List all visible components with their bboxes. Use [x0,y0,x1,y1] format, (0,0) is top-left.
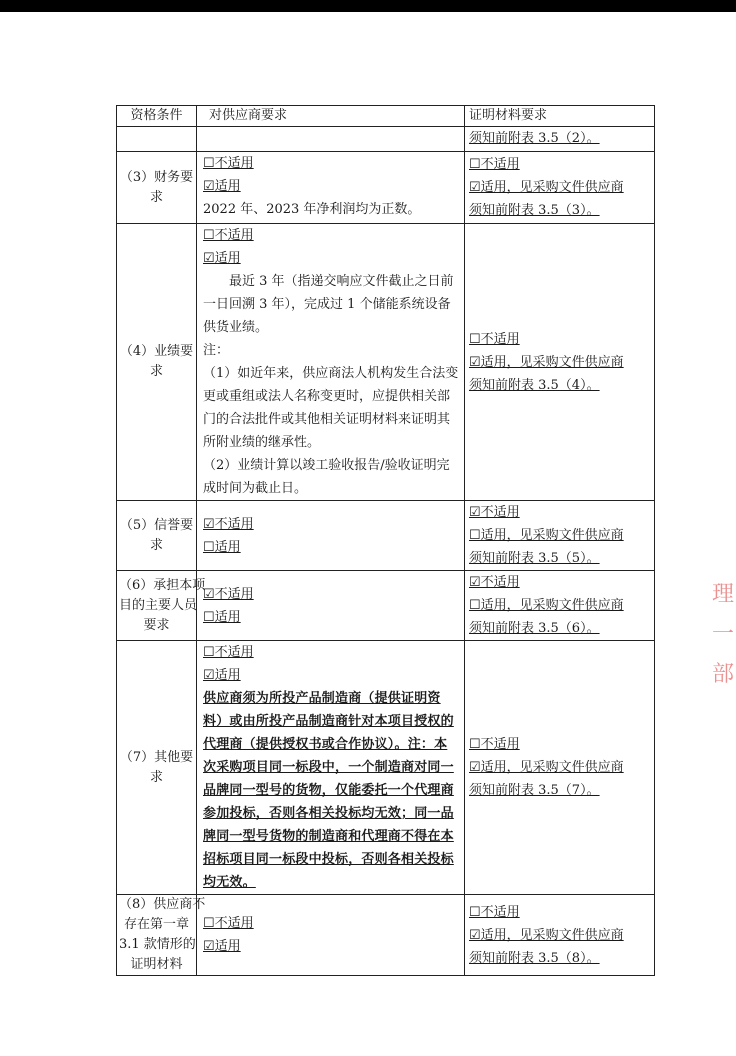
row-label: （5）信誉要求 [117,501,197,571]
checkbox-option: ☐不适用 [469,157,520,172]
checkbox-option: ☑适用 [203,179,241,194]
proof-cell [465,224,655,501]
requirement-text: 最近 3 年（指递交响应文件截止之日前一日回溯 3 年），完成过 1 个储能系统设备供货业绩。 [203,274,454,335]
header-proof-material: 证明材料要求 [465,106,655,127]
row-label-line: （8）供应商不 [119,897,206,912]
checkbox-option: ☑适用，见采购文件供应商 [469,927,624,943]
table-row-credibility [117,501,655,571]
proof-text: 须知前附表 3.5（6）。 [469,621,600,636]
note-label: 注： [203,343,230,358]
checkbox-option: ☑不适用 [469,575,520,590]
checkbox-option: ☑适用，见采购文件供应商 [469,760,624,775]
partial-red-seal [712,575,736,725]
empty-cell [197,127,465,152]
checkbox-option: ☐适用 [203,609,241,625]
requirement-cell [197,224,465,501]
table-header-row [117,106,655,127]
checkbox-option: ☐不适用 [469,904,520,920]
header-qualification: 资格条件 [117,106,197,127]
checkbox-option: ☑不适用 [203,586,254,602]
table-row-other [117,641,655,895]
checkbox-option: ☑适用 [203,251,241,266]
requirement-cell [197,152,465,224]
row-label [117,571,206,641]
checkbox-option: ☐不适用 [203,645,254,660]
proof-text: 须知前附表 3.5（4）。 [469,377,600,393]
requirement-cell [197,641,465,895]
proof-cell [465,127,655,152]
proof-cell [465,641,655,895]
row-label [117,895,206,976]
checkbox-option: ☐不适用 [203,916,254,931]
checkbox-option: ☑适用 [203,668,241,683]
checkbox-option: ☐适用，见采购文件供应商 [469,598,624,613]
row-label-line: 存在第一章 [123,917,189,932]
checkbox-option: ☑适用，见采购文件供应商 [469,354,624,370]
checkbox-option: ☑适用 [203,939,241,954]
requirement-text: 供应商须为所投产品制造商（提供证明资料）或由所投产品制造商针对本项目授权的代理商（提供授权书或合作协议）。注：本次采购项目同一标段中，一个制造商对同一品牌同一型号的货物，仅能委托一个代理商参加投标，否则各相关投标均无效；同一品牌同一型号货物的制造商和代理商不得在本招标项目同一标段中投标，否则各相关投标均无效。 [203,691,454,890]
row-label-line: 目的主要人员 [119,597,198,613]
row-label-line: 证明材料 [130,957,183,972]
requirement-cell [197,895,465,976]
proof-text: 须知前附表 3.5（7）。 [469,783,600,798]
requirement-cell [197,571,465,641]
table-row-non-existence [117,895,655,976]
qualification-table [116,105,655,976]
proof-cell [465,571,655,641]
table-row-continued [117,127,655,152]
scan-top-border [0,0,736,12]
checkbox-option: ☐不适用 [469,737,520,752]
proof-text: 须知前附表 3.5（2）。 [469,131,600,146]
checkbox-option: ☐适用 [203,539,241,555]
row-label-line: （6）承担本项 [119,577,206,593]
proof-cell [465,501,655,571]
seal-char: 部 [712,662,735,687]
proof-text: 须知前附表 3.5（5）。 [469,551,600,566]
checkbox-option: ☐不适用 [203,156,254,171]
seal-char: 一 [712,622,735,647]
proof-cell [465,152,655,224]
row-label: （7）其他要求 [117,641,197,895]
row-label-line: 要求 [143,617,170,633]
seal-char: 理 [712,582,735,607]
checkbox-option: ☐不适用 [203,228,254,243]
checkbox-option: ☐不适用 [469,331,520,347]
proof-text: 须知前附表 3.5（3）。 [469,203,600,218]
proof-cell [465,895,655,976]
empty-cell [117,127,197,152]
header-supplier-requirement: 对供应商要求 [197,106,465,127]
checkbox-option: ☐适用，见采购文件供应商 [469,528,624,543]
table-row-personnel [117,571,655,641]
table-row-performance [117,224,655,501]
checkbox-option: ☑不适用 [203,516,254,532]
row-label-line: 3.1 款情形的 [119,937,196,952]
proof-text: 须知前附表 3.5（8）。 [469,950,600,966]
note-text: （1）如近年来，供应商法人机构发生合法变更或重组或法人名称变更时，应提供相关部门的合法批件或其他相关证明材料来证明其所附业绩的继承性。 [203,366,459,450]
checkbox-option: ☑适用，见采购文件供应商 [469,180,624,195]
row-label: （4）业绩要求 [117,224,197,501]
requirement-text: 2022 年、2023 年净利润均为正数。 [203,202,421,217]
note-text: （2）业绩计算以竣工验收报告/验收证明完成时间为截止日。 [203,458,450,496]
requirement-cell [197,501,465,571]
checkbox-option: ☑不适用 [469,505,520,520]
row-label: （3）财务要求 [117,152,197,224]
table-row-financial [117,152,655,224]
